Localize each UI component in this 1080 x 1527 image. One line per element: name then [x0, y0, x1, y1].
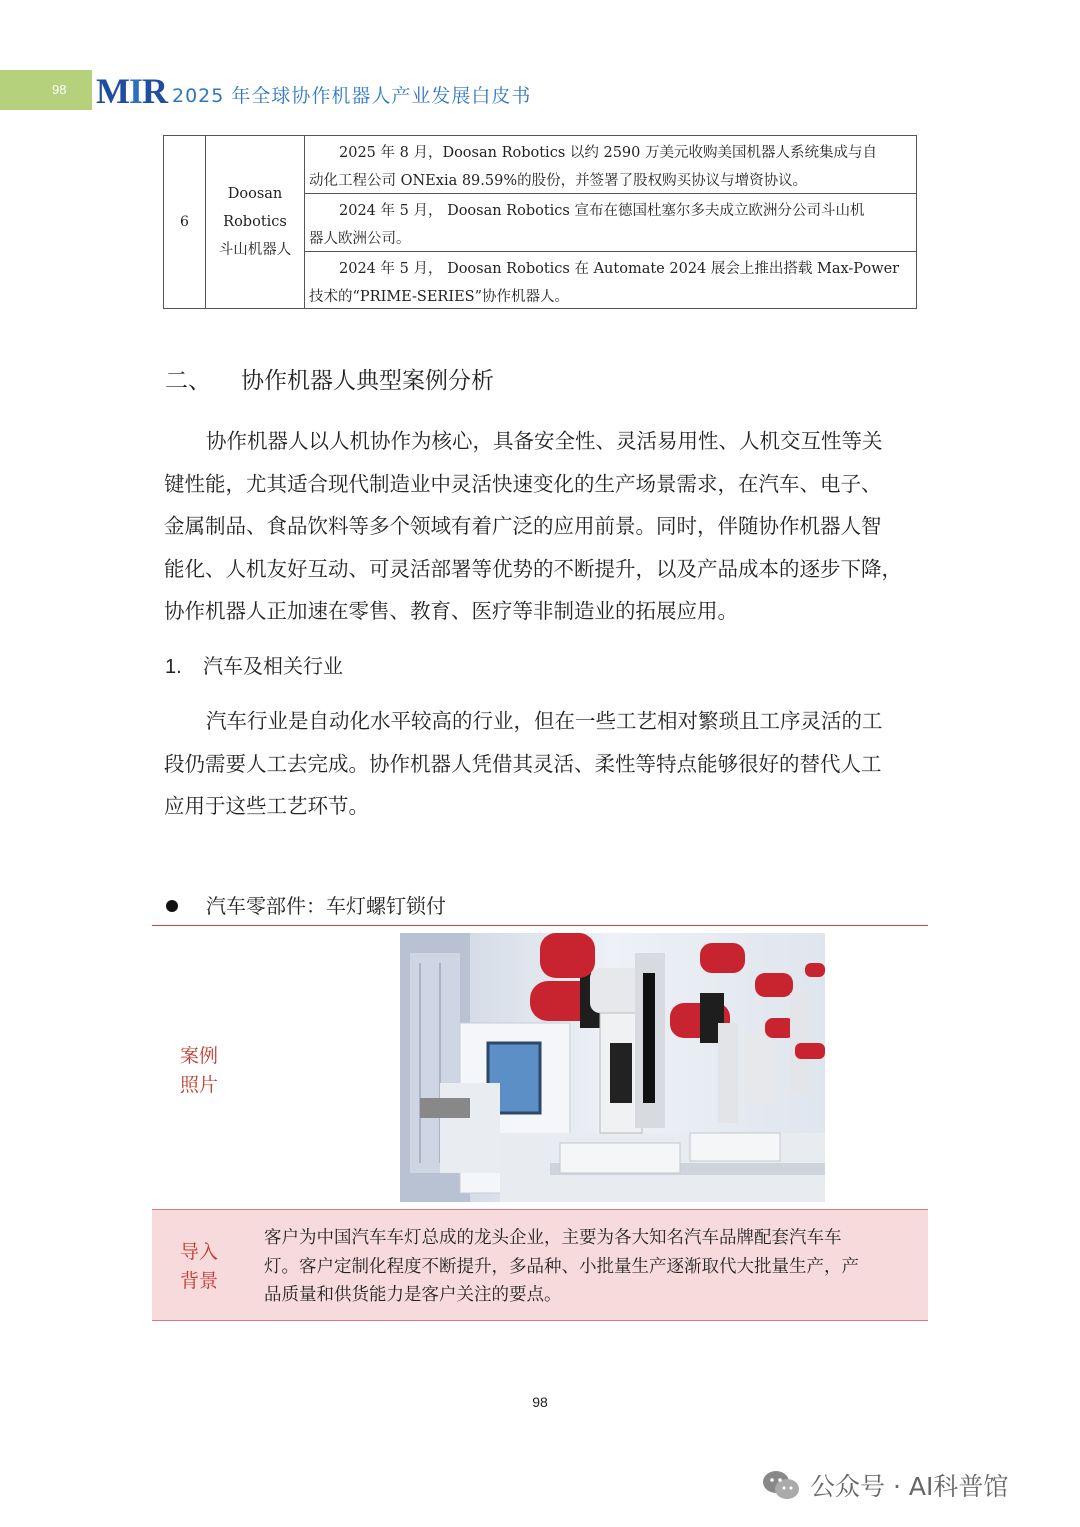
document-title: 2025 年全球协作机器人产业发展白皮书 [172, 85, 532, 107]
case-box [152, 925, 928, 1321]
table-event-row: 2025 年 8 月，Doosan Robotics 以约 2590 万美元收购美国机器人系统集成与自 动化工程公司 ONExia 89.59%的股份，并签署了股权购买协议与增资协议。 [305, 136, 916, 194]
background-box [152, 1209, 928, 1321]
company-events-table [163, 135, 917, 309]
case-bullet-heading: 汽车零部件：车灯螺钉锁付 [166, 890, 446, 919]
background-text: 客户为中国汽车车灯总成的龙头企业，主要为各大知名汽车品牌配套汽车车 灯。客户定制化程度不断提升，多品种、小批量生产逐渐取代大批量生产，产 品质量和供货能力是客户关注的要点。 [264, 1228, 859, 1305]
table-company-cell: Doosan Robotics 斗山机器人 [206, 136, 305, 308]
bullet-icon [166, 900, 178, 912]
robot-arms-photo-illustration [400, 933, 825, 1202]
automotive-paragraph: 汽车行业是自动化水平较高的行业，但在一些工艺相对繁琐且工序灵活的工 段仍需要人工去完成。协作机器人凭借其灵活、柔性等特点能够很好的替代人工 应用于这些工艺环节。 [164, 709, 883, 818]
wechat-icon [762, 1469, 800, 1501]
case-photo-label: 案例 照片 [180, 1045, 219, 1096]
divider [152, 925, 928, 926]
case-photo [400, 933, 825, 1202]
table-event-row: 2024 年 5 月， Doosan Robotics 宣布在德国杜塞尔多夫成立欧洲分公司斗山机 器人欧洲公司。 [305, 194, 916, 252]
page-tab-number: 98 [52, 82, 67, 97]
table-event-row: 2024 年 5 月， Doosan Robotics 在 Automate 2024 展会上推出搭载 Max-Power 技术的“PRIME-SERIES”协作机器人。 [309, 261, 900, 305]
section-heading: 二、 协作机器人典型案例分析 [165, 368, 494, 394]
intro-paragraph: 协作机器人以人机协作为核心，具备安全性、灵活易用性、人机交互性等关 键性能，尤其适合现代制造业中灵活快速变化的生产场景需求，在汽车、电子、 金属制品、食品饮料等多个领域有着广泛的应用前景。同时，伴随协作机器人智 能化、人机友好互动、可灵活部署等优势的不断提升，以及产品成本的逐步下降， 协作机器人正加速在零售、教育、医疗等非制造业的拓展应用。 [164, 429, 902, 623]
mir-logo: MIR [96, 71, 167, 111]
subsection-heading: 1. 汽车及相关行业 [165, 654, 343, 678]
table-index-cell: 6 [164, 136, 206, 308]
page-number: 98 [532, 1394, 548, 1410]
page-tab [0, 70, 92, 110]
watermark: 公众号 · AI科普馆 [762, 1467, 1008, 1503]
background-label: 导入 背景 [180, 1241, 219, 1292]
